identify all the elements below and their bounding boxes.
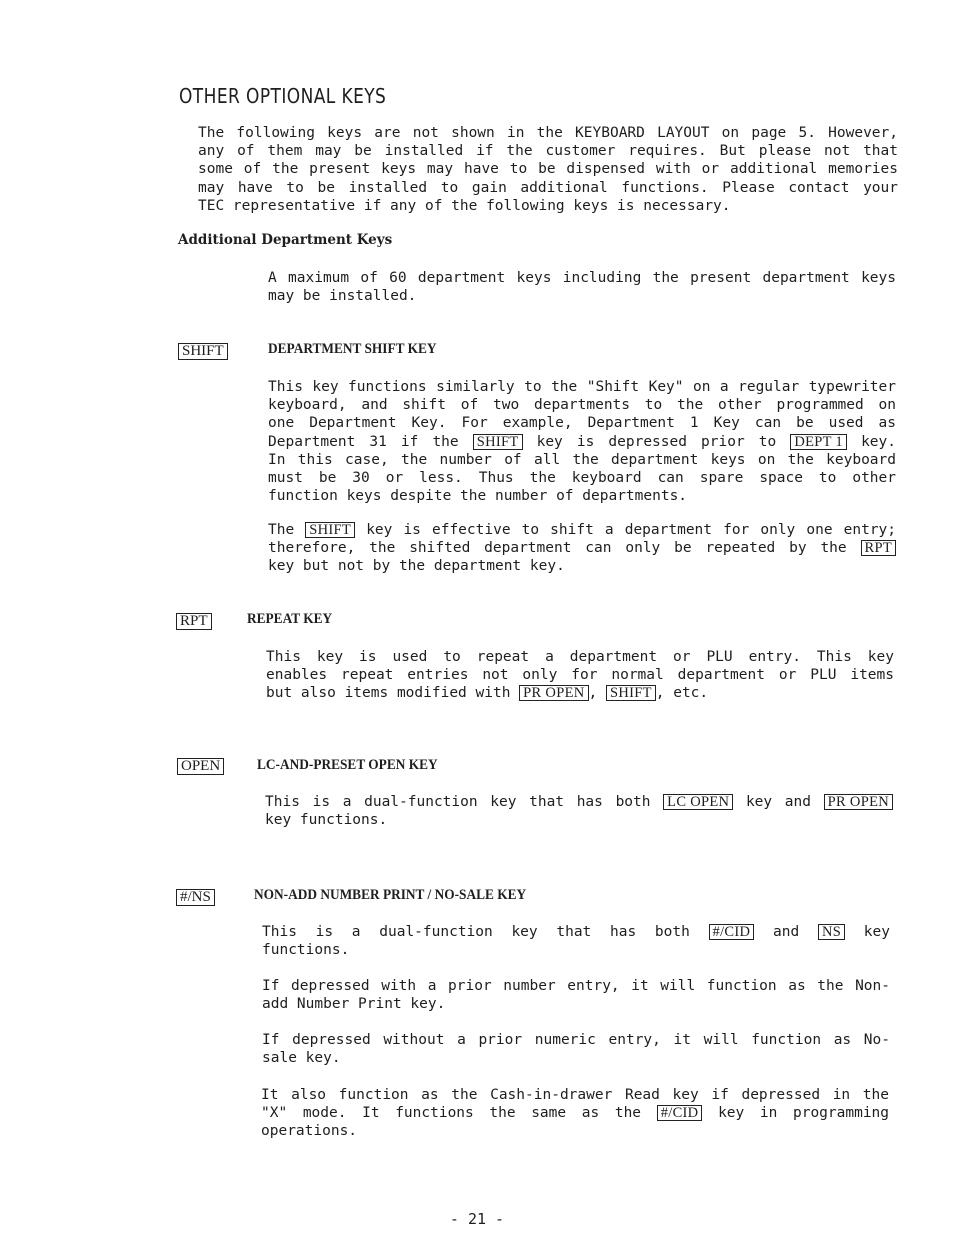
ns-paragraph-1 [262, 923, 890, 959]
ns-paragraph-3 [262, 1031, 890, 1067]
inline-shift-key: SHIFT [606, 685, 656, 701]
text-fragment: Department 31 if the [268, 433, 459, 450]
inline-shift-key: SHIFT [305, 522, 355, 538]
intro-line: TEC representative if any of the following keys is necessary. [198, 197, 731, 214]
text-fragment: key [863, 924, 890, 940]
ns-key-box: #/NS [176, 889, 215, 906]
shift-key-box: SHIFT [178, 343, 228, 360]
ns-key-heading: NON-ADD NUMBER PRINT / NO-SALE KEY [254, 887, 527, 903]
text-fragment: , [588, 685, 598, 702]
inline-cid-key: #/CID [709, 924, 755, 940]
paragraph-line: enables repeat entries not only for normal department or PLU items [266, 667, 894, 684]
text-fragment: , etc. [655, 685, 709, 702]
paragraph-line: A maximum of 60 department keys including the present department keys [268, 270, 896, 286]
text-fragment: but also items modified with [266, 685, 511, 702]
paragraph-line: This key is used to repeat a department or PLU entry. This key [266, 649, 894, 665]
text-fragment: key in programming [718, 1105, 890, 1122]
inline-pr-open-key: PR OPEN [519, 685, 588, 701]
page-number: - 21 - [449, 1210, 505, 1228]
paragraph-line: If depressed without a prior numeric entry, it will function as No- [262, 1032, 890, 1048]
paragraph-line: functions. [262, 942, 350, 959]
paragraph-line: key but not by the department key. [268, 558, 565, 575]
text-fragment: key is effective to shift a department for only one entry; [366, 522, 897, 538]
text-fragment: The [268, 522, 295, 538]
paragraph-line: operations. [261, 1123, 358, 1140]
paragraph-line: keyboard, and shift of two departments to the other programmed on [268, 397, 896, 414]
paragraph-line [261, 1104, 889, 1122]
inline-dept1-key: DEPT 1 [790, 434, 847, 450]
paragraph-line: one Department Key. For example, Department 1 Key can be used as [268, 415, 896, 432]
inline-cid-key: #/CID [657, 1105, 703, 1121]
open-key-heading: LC-AND-PRESET OPEN KEY [257, 757, 438, 773]
paragraph-line: sale key. [262, 1050, 341, 1067]
page-title: OTHER OPTIONAL KEYS [179, 84, 387, 108]
intro-line: any of them may be installed if the customer requires. But please not that [198, 143, 898, 160]
paragraph-line [262, 923, 890, 941]
inline-ns-key: NS [818, 924, 845, 940]
text-fragment: This is a dual-function key that has both [265, 794, 651, 810]
text-fragment: key. [861, 433, 896, 450]
rpt-key-box: RPT [176, 613, 212, 630]
shift-key-heading: DEPARTMENT SHIFT KEY [268, 341, 437, 357]
intro-line: some of the present keys may have to be dispensed with or additional memories [198, 161, 898, 178]
paragraph-line: key functions. [265, 812, 388, 829]
text-fragment: therefore, the shifted department can only be repeated by the [268, 540, 847, 557]
paragraph-line: This key functions similarly to the "Shift Key" on a regular typewriter [268, 379, 896, 395]
text-fragment: This is a dual-function key that has both [262, 924, 690, 940]
additional-department-paragraph [268, 269, 896, 305]
paragraph-line [266, 684, 894, 702]
paragraph-line [268, 521, 896, 539]
text-fragment: key is depressed prior to [536, 433, 777, 450]
paragraph-line [268, 433, 896, 451]
intro-line: may have to be installed to gain additional functions. Please contact your [198, 179, 898, 196]
paragraph-line: must be 30 or less. Thus the keyboard can spare space to other [268, 470, 896, 487]
additional-department-heading: Additional Department Keys [178, 232, 393, 248]
ns-key-label [176, 886, 215, 906]
paragraph-line: It also function as the Cash-in-drawer Read key if depressed in the [261, 1087, 889, 1103]
rpt-key-heading: REPEAT KEY [247, 611, 333, 627]
text-fragment: "X" mode. It functions the same as the [261, 1105, 642, 1122]
intro-line: The following keys are not shown in the KEYBOARD LAYOUT on page 5. However, [198, 125, 898, 141]
rpt-key-label [176, 610, 212, 630]
paragraph-line: may be installed. [268, 288, 417, 305]
inline-shift-key: SHIFT [473, 434, 523, 450]
open-paragraph [265, 793, 893, 829]
text-fragment: key and [745, 794, 811, 810]
paragraph-line [268, 539, 896, 557]
shift-paragraph-1 [268, 378, 896, 505]
paragraph-line: If depressed with a prior number entry, it will function as the Non- [262, 978, 890, 994]
paragraph-line: In this case, the number of all the department keys on the keyboard [268, 451, 896, 468]
inline-rpt-key: RPT [861, 540, 897, 556]
paragraph-line: function keys despite the number of departments. [268, 488, 688, 505]
open-key-box: OPEN [177, 758, 224, 775]
ns-paragraph-2 [262, 977, 890, 1013]
rpt-paragraph [266, 648, 894, 703]
ns-paragraph-4 [261, 1086, 889, 1141]
shift-paragraph-2 [268, 521, 896, 576]
open-key-label [177, 755, 224, 775]
inline-lc-open-key: LC OPEN [663, 794, 733, 810]
intro-paragraph [198, 124, 898, 215]
inline-pr-open-key: PR OPEN [824, 794, 893, 810]
text-fragment: and [773, 924, 800, 940]
shift-key-label [178, 340, 228, 360]
paragraph-line: add Number Print key. [262, 996, 446, 1013]
paragraph-line [265, 793, 893, 811]
